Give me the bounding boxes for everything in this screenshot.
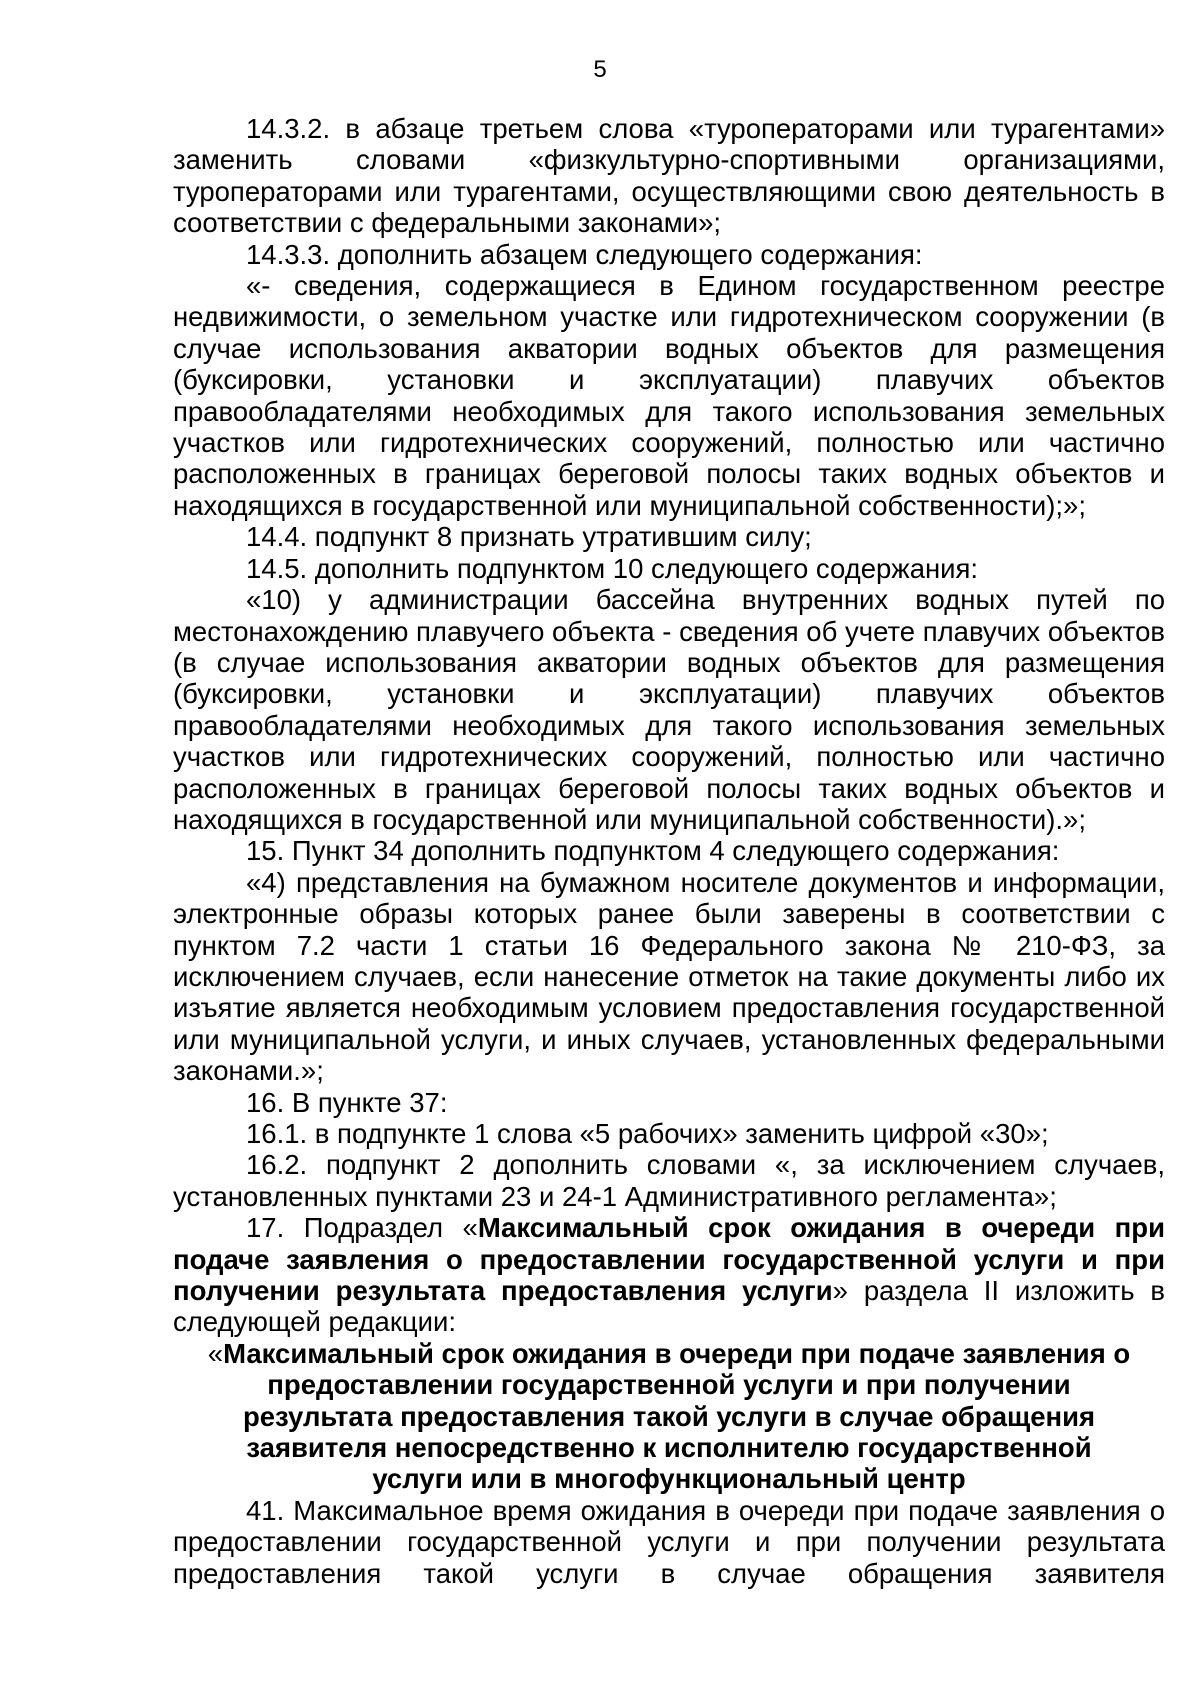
paragraph-quote-10: «10) у администрации бассейна внутренних водных путей по местонахождению плавучего объекта - сведения об учете плавучих объектов (в случае использования акватории водных объектов для размещения (буксировки, установки и эксплуатации) плавучих объектов правообладателями необходимых для такого использования земельных участков или гидротехнических сооружений, полностью или частично расположенных в границах береговой полосы таких водных объектов и находящихся в государственной или муниципальной собственности).»;: [173, 584, 1165, 835]
paragraph-41: 41. Максимальное время ожидания в очереди при подаче заявления о предоставлении государственной услуги и при получении результата предоставления такой услуги в случае обращения заявителя: [173, 1494, 1165, 1589]
subsection-heading-text: Максимальный срок ожидания в очереди при подаче заявления о предоставлении государственной услуги и при получении результата предоставления такой услуги в случае обращения заявителя непосредственно к исполнителю государственной услуги или в многофункциональный центр: [223, 1337, 1131, 1495]
paragraph-quote-4: «4) представления на бумажном носителе документов и информации, электронные образы которых ранее были заверены в соответствии с пунктом 7.2 части 1 статьи 16 Федерального закона № 210-ФЗ, за исключением случаев, если нанесение отметок на такие документы либо их изъятие является необходимым условием предоставления государственной или муниципальной услуги, и иных случаев, установленных федеральными законами.»;: [173, 866, 1165, 1087]
paragraph-17: [173, 1212, 1165, 1338]
paragraph-17-start: 17. Подраздел «: [246, 1212, 478, 1244]
paragraph-14-3-2: 14.3.2. в абзаце третьем слова «туроператорами или турагентами» заменить словами «физкультурно-спортивными организациями, туроператорами или турагентами, осуществляющими свою деятельность в соответствии с федеральными законами»;: [173, 113, 1165, 239]
document-body: [173, 113, 1165, 1589]
paragraph-14-4: 14.4. подпункт 8 признать утратившим силу;: [246, 521, 812, 553]
paragraph-16-1: 16.1. в подпункте 1 слова «5 рабочих» заменить цифрой «30»;: [246, 1118, 1049, 1149]
paragraph-14-5: 14.5. дополнить подпунктом 10 следующего содержания:: [246, 552, 979, 584]
paragraph-17-subsection-title: Максимальный срок ожидания в очереди при подаче заявления о предоставлении государственной услуги и при получении результата предоставления услуги: [173, 1212, 1165, 1307]
page-number: 5: [593, 56, 607, 83]
paragraph-16-2: 16.2. подпункт 2 дополнить словами «, за исключением случаев, установленных пунктами 23 и 24-1 Административного регламента»;: [173, 1149, 1165, 1212]
paragraph-17-end: » раздела II изложить в следующей редакции:: [173, 1275, 1165, 1338]
paragraph-14-3-3: 14.3.3. дополнить абзацем следующего содержания:: [246, 238, 923, 270]
paragraph-15: 15. Пункт 34 дополнить подпунктом 4 следующего содержания:: [246, 835, 1060, 867]
subsection-heading: [173, 1338, 1165, 1495]
paragraph-16: 16. В пункте 37:: [246, 1086, 448, 1118]
paragraph-quote-egrn: «- сведения, содержащиеся в Едином государственном реестре недвижимости, о земельном участке или гидротехническом сооружении (в случае использования акватории водных объектов для размещения (буксировки, установки и эксплуатации) плавучих объектов правообладателями необходимых для такого использования земельных участков или гидротехнических сооружений, полностью или частично расположенных в границах береговой полосы таких водных объектов и находящихся в государственной или муниципальной собственности);»;: [173, 270, 1165, 521]
subsection-heading-quote: «: [207, 1337, 224, 1369]
